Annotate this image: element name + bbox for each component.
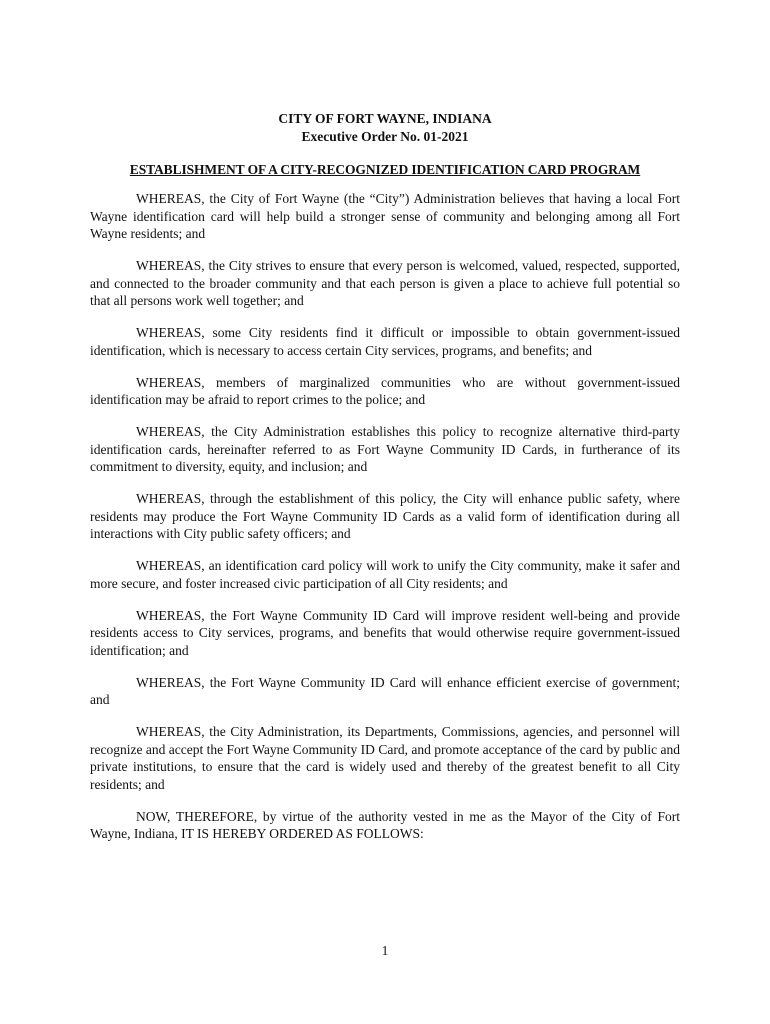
whereas-paragraph-8: WHEREAS, the Fort Wayne Community ID Card will improve resident well-being and provide residents access to City services, programs, and benefits that would otherwise require government-issued identification; and (90, 607, 680, 658)
whereas-paragraph-9: WHEREAS, the Fort Wayne Community ID Card will enhance efficient exercise of government; and (90, 674, 680, 707)
whereas-paragraph-3: WHEREAS, some City residents find it difficult or impossible to obtain government-issued identification, which is necessary to access certain City services, programs, and benefits; and (90, 325, 680, 358)
whereas-paragraph-10: WHEREAS, the City Administration, its Departments, Commissions, agencies, and personnel will recognize and accept the Fort Wayne Community ID Card, and promote acceptance of the card by public and private institutions, to ensure that the card is widely used and thereby of the greatest benefit to all City residents; and (90, 724, 680, 792)
therefore-paragraph: NOW, THEREFORE, by virtue of the authority vested in me as the Mayor of the City of Fort Wayne, Indiana, IT IS HEREBY ORDERED AS FOLLOWS: (90, 808, 680, 841)
document-title: ESTABLISHMENT OF A CITY-RECOGNIZED IDENTIFICATION CARD PROGRAM (129, 162, 641, 177)
whereas-paragraph-6: WHEREAS, through the establishment of this policy, the City will enhance public safety, where residents may produce the Fort Wayne Community ID Cards as a valid form of identification during all interactions with City public safety officers; and (90, 491, 680, 541)
city-heading: CITY OF FORT WAYNE, INDIANA (278, 111, 492, 126)
whereas-paragraph-2: WHEREAS, the City strives to ensure that every person is welcomed, valued, respected, supported, and connected to the broader community and that each person is given a place to achieve full potential so that all persons work well together; and (90, 258, 680, 308)
whereas-paragraph-4: WHEREAS, members of marginalized communities who are without government-issued identification may be afraid to report crimes to the police; and (90, 374, 680, 407)
executive-order-number: Executive Order No. 01-2021 (301, 129, 469, 144)
document-page (90, 110, 680, 857)
whereas-paragraph-1: WHEREAS, the City of Fort Wayne (the “City”) Administration believes that having a local Fort Wayne identification card will help build a stronger sense of community and belonging among all Fort Wayne residents; and (90, 191, 680, 241)
whereas-paragraph-5: WHEREAS, the City Administration establishes this policy to recognize alternative third-party identification cards, hereinafter referred to as Fort Wayne Community ID Cards, in furtherance of its commitment to diversity, equity, and inclusion; and (90, 424, 680, 474)
page-number: 1 (381, 943, 389, 958)
whereas-paragraph-7: WHEREAS, an identification card policy will work to unify the City community, make it safer and more secure, and foster increased civic participation of all City residents; and (90, 558, 680, 591)
